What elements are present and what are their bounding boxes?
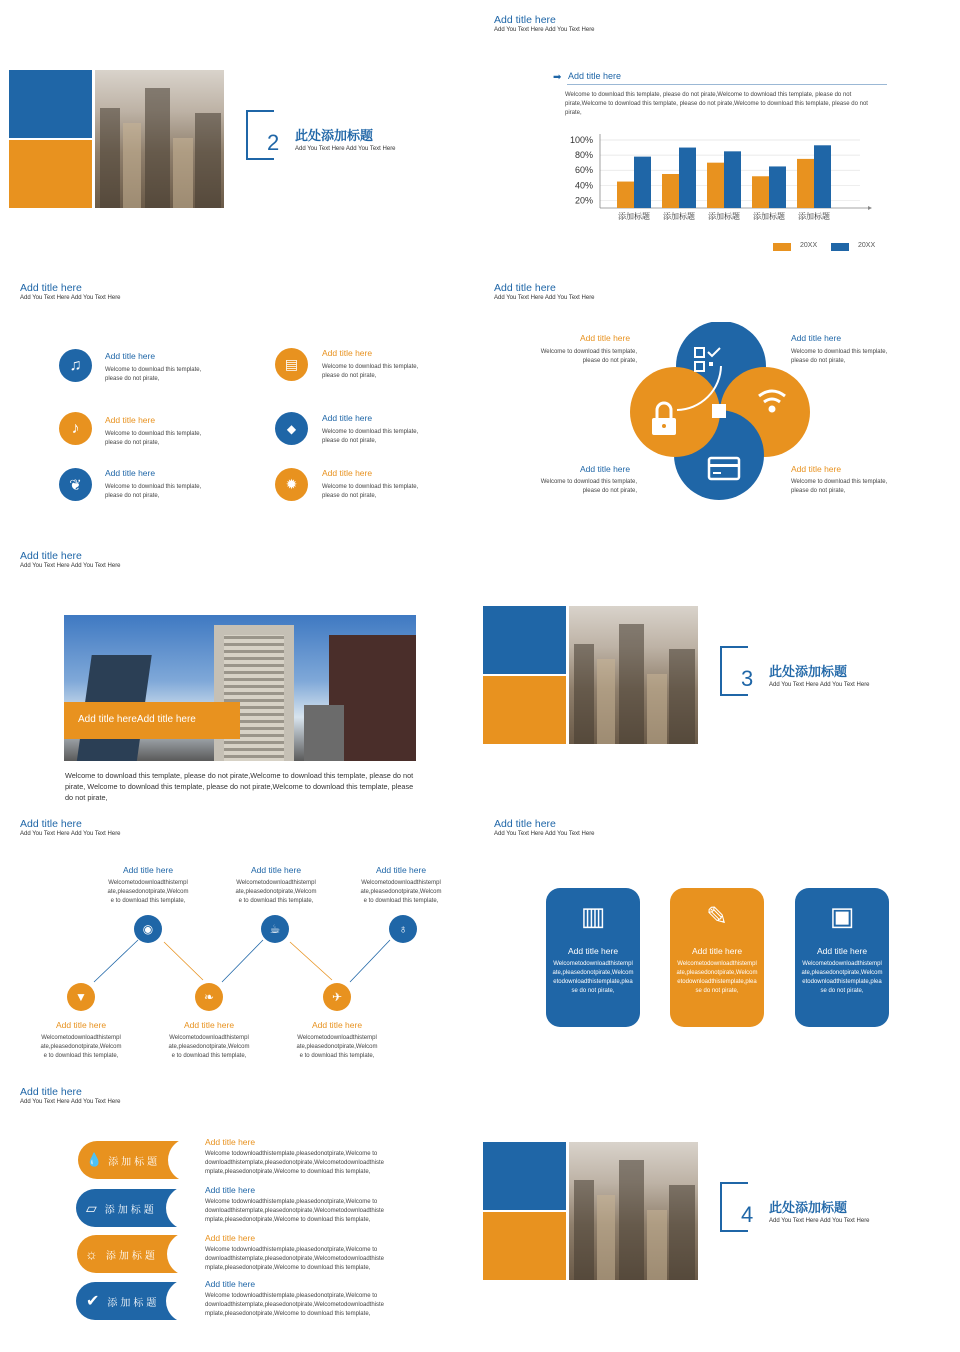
- pill-item-title: Add title here: [205, 1279, 256, 1289]
- item-desc: Welcome to download this template,: [322, 364, 419, 370]
- card: [795, 888, 889, 1027]
- step-desc: Welcometodownloadthistempl: [236, 880, 316, 886]
- cocktail-icon: ▼: [67, 983, 95, 1011]
- card-title: Add title here: [816, 946, 868, 956]
- leaf-icon: ❦: [59, 468, 92, 501]
- card-desc: ate,pleasedonotpirate,Welcom: [552, 970, 634, 976]
- bookshelf-icon: ▥: [580, 901, 606, 931]
- item-desc: Welcome to download this template,: [105, 367, 202, 373]
- bar: [797, 159, 814, 208]
- chart-description: Welcome to download this template, please do not pirate,Welcome to download this template, please do not pirate,Welcome to download this template, please do not pirate,Welcome to download this template, please do not pirate,: [565, 92, 868, 116]
- blue-block: [483, 1142, 566, 1210]
- banner-label: Add title hereAdd title here: [64, 702, 240, 739]
- water-drops-icon: 💧: [86, 1152, 103, 1167]
- blue-block: [483, 606, 566, 674]
- step-desc: e to download this template,: [238, 898, 314, 904]
- pill-item-desc: mplate,pleasedonotpirate,Welcome to download this template,: [205, 1217, 371, 1223]
- pill-text: 添加标题: [108, 1156, 161, 1168]
- swirl-item-desc: Welcome to download this template,: [791, 479, 888, 485]
- section-title: 此处添加标题: [769, 664, 848, 679]
- page-title: Add title here: [20, 1086, 82, 1098]
- step-desc: e to download this template,: [110, 898, 186, 904]
- card-desc: ate,pleasedonotpirate,Welcom: [801, 970, 883, 976]
- page-title: Add title here: [494, 818, 556, 830]
- step-title: Add title here: [183, 1020, 235, 1030]
- legend-label: 20XX: [858, 242, 876, 249]
- bar: [769, 166, 786, 208]
- swirl-item-desc: Welcome to download this template,: [540, 349, 637, 355]
- card-desc: etodownloadthistemplate,plea: [553, 979, 633, 985]
- page-title: Add title here: [20, 818, 82, 830]
- y-tick-label: 60%: [574, 165, 593, 176]
- airplane-icon: ✈: [323, 983, 351, 1011]
- bar: [724, 151, 741, 208]
- card-desc: Welcometodownloadthistempl: [802, 961, 882, 967]
- orange-block: [9, 140, 92, 208]
- arrow-icon: ➡: [553, 72, 562, 83]
- step-desc: ate,pleasedonotpirate,Welcom: [296, 1044, 378, 1050]
- plant-icon: ❧: [195, 983, 223, 1011]
- item-desc: please do not pirate,: [322, 493, 377, 499]
- page-subtitle: Add You Text Here Add You Text Here: [20, 563, 121, 569]
- balloon-icon: ♁: [389, 915, 417, 943]
- card-desc: ate,pleasedonotpirate,Welcom: [676, 970, 758, 976]
- blue-block: [9, 70, 92, 138]
- city-photo: [569, 1142, 698, 1280]
- item-title: Add title here: [105, 468, 156, 478]
- swirl-item-desc: please do not pirate,: [582, 488, 637, 494]
- pill-item-desc: Welcome todownloadthistemplate,pleasedonotpirate,Welcome to: [205, 1293, 378, 1299]
- item-desc: Welcome to download this template,: [105, 484, 202, 490]
- card-title: Add title here: [691, 946, 743, 956]
- swirl-item-desc: please do not pirate,: [582, 358, 637, 364]
- card: [546, 888, 640, 1027]
- x-tick-label: 添加标题: [663, 212, 695, 221]
- page-title: Add title here: [20, 282, 82, 294]
- x-tick-label: 添加标题: [798, 212, 830, 221]
- section-number: 3: [741, 666, 754, 691]
- orange-block: [483, 676, 566, 744]
- page-subtitle: Add You Text Here Add You Text Here: [20, 831, 121, 837]
- item-title: Add title here: [105, 351, 156, 361]
- orange-block: [483, 1212, 566, 1280]
- pill-item-desc: Welcome todownloadthistemplate,pleasedonotpirate,Welcome to: [205, 1151, 378, 1157]
- section-number: 2: [267, 130, 280, 155]
- step-desc: Welcometodownloadthistempl: [361, 880, 441, 886]
- step-desc: ate,pleasedonotpirate,Welcom: [40, 1044, 122, 1050]
- pill-item-desc: Welcome todownloadthistemplate,pleasedonotpirate,Welcome to: [205, 1247, 378, 1253]
- swirl-item-desc: please do not pirate,: [791, 358, 846, 364]
- bar: [662, 174, 679, 208]
- section-title: 此处添加标题: [769, 1200, 848, 1215]
- step-desc: e to download this template,: [171, 1053, 247, 1059]
- step-desc: e to download this template,: [299, 1053, 375, 1059]
- step-desc: Welcometodownloadthistempl: [169, 1035, 249, 1041]
- item-title: Add title here: [322, 468, 373, 478]
- section-subtitle: Add You Text Here Add You Text Here: [769, 682, 870, 688]
- city-photo: [569, 606, 698, 744]
- section-subtitle: Add You Text Here Add You Text Here: [295, 146, 396, 152]
- pill-item-desc: downloadthistemplate,pleasedonotpirate,Welcometodownloadthiste: [205, 1208, 385, 1214]
- step-desc: ate,pleasedonotpirate,Welcom: [107, 889, 189, 895]
- pill-item-title: Add title here: [205, 1233, 256, 1243]
- item-desc: Welcome to download this template,: [322, 484, 419, 490]
- checkmark-icon: ✔: [86, 1293, 100, 1310]
- bar: [617, 182, 634, 208]
- item-title: Add title here: [322, 348, 373, 358]
- section-title: 此处添加标题: [295, 128, 374, 143]
- x-tick-label: 添加标题: [753, 212, 785, 221]
- x-tick-label: 添加标题: [618, 212, 650, 221]
- card-desc: Welcometodownloadthistempl: [677, 961, 757, 967]
- swirl-item-title: Add title here: [580, 464, 631, 474]
- swirl-item-desc: please do not pirate,: [791, 488, 846, 494]
- page-subtitle: Add You Text Here Add You Text Here: [494, 831, 595, 837]
- item-title: Add title here: [322, 413, 373, 423]
- pill-item-desc: downloadthistemplate,pleasedonotpirate,Welcometodownloadthiste: [205, 1256, 385, 1262]
- swirl-item-title: Add title here: [791, 333, 842, 343]
- lightbulb-icon: ◉: [134, 915, 162, 943]
- item-desc: please do not pirate,: [322, 373, 377, 379]
- legend-swatch-orange: [773, 243, 791, 251]
- section-subtitle: Add You Text Here Add You Text Here: [769, 1218, 870, 1224]
- pill-item-desc: downloadthistemplate,pleasedonotpirate,Welcometodownloadthiste: [205, 1302, 385, 1308]
- step-title: Add title here: [311, 1020, 363, 1030]
- pill-item-title: Add title here: [205, 1137, 256, 1147]
- zigzag-connectors: [60, 910, 440, 1005]
- step-desc: e to download this template,: [43, 1053, 119, 1059]
- y-tick-label: 40%: [574, 180, 593, 191]
- graduation-cap-icon: ◆: [275, 412, 308, 445]
- page-title: Add title here: [494, 14, 556, 26]
- step-desc: ate,pleasedonotpirate,Welcom: [235, 889, 317, 895]
- card-desc: se do not pirate,: [571, 988, 615, 994]
- page-subtitle: Add You Text Here Add You Text Here: [494, 27, 595, 33]
- step-desc: Welcometodownloadthistempl: [41, 1035, 121, 1041]
- swirl-diagram: [625, 322, 810, 502]
- legend-swatch-blue: [831, 243, 849, 251]
- music-icon: ♫: [59, 349, 92, 382]
- y-tick-label: 80%: [574, 150, 593, 161]
- swirl-item-desc: Welcome to download this template,: [540, 479, 637, 485]
- card: [670, 888, 764, 1027]
- bar: [814, 145, 831, 208]
- page-subtitle: Add You Text Here Add You Text Here: [20, 1099, 121, 1105]
- bar: [707, 163, 724, 208]
- sun-icon: ☼: [85, 1246, 98, 1262]
- city-photo: [95, 70, 224, 208]
- step-title: Add title here: [55, 1020, 107, 1030]
- swirl-item-title: Add title here: [791, 464, 842, 474]
- pill-item-desc: mplate,pleasedonotpirate,Welcome to download this template,: [205, 1265, 371, 1271]
- legend-label: 20XX: [800, 242, 818, 249]
- page-title: Add title here: [20, 550, 82, 562]
- step-desc: ate,pleasedonotpirate,Welcom: [168, 1044, 250, 1050]
- step-desc: Welcometodownloadthistempl: [297, 1035, 377, 1041]
- bar-chart: [560, 128, 890, 228]
- coffee-cup-icon: ☕: [261, 915, 289, 943]
- card-desc: se do not pirate,: [695, 988, 739, 994]
- x-axis-arrow: [868, 206, 872, 210]
- y-tick-label: 20%: [574, 195, 593, 206]
- building-photo: [64, 615, 416, 761]
- item-desc: please do not pirate,: [105, 376, 160, 382]
- page-title: Add title here: [494, 282, 556, 294]
- step-title: Add title here: [122, 865, 174, 875]
- card-desc: etodownloadthistemplate,plea: [802, 979, 882, 985]
- item-desc: Welcome to download this template,: [105, 431, 202, 437]
- swirl-item-title: Add title here: [580, 333, 631, 343]
- item-desc: please do not pirate,: [105, 440, 160, 446]
- settings-icon: ✹: [275, 468, 308, 501]
- step-desc: e to download this template,: [363, 898, 439, 904]
- x-tick-label: 添加标题: [708, 212, 740, 221]
- page-subtitle: Add You Text Here Add You Text Here: [20, 295, 121, 301]
- pill-item-desc: downloadthistemplate,pleasedonotpirate,Welcometodownloadthiste: [205, 1160, 385, 1166]
- reading-icon: ✎: [706, 901, 728, 931]
- pill-item-desc: mplate,pleasedonotpirate,Welcome to download this template,: [205, 1169, 371, 1175]
- pill-text: 添加标题: [107, 1297, 160, 1309]
- bar: [679, 148, 696, 208]
- item-desc: please do not pirate,: [105, 493, 160, 499]
- card-title: Add title here: [567, 946, 619, 956]
- pill-text: 添加标题: [104, 1204, 157, 1216]
- pill-item-title: Add title here: [205, 1185, 256, 1195]
- card-desc: Welcometodownloadthistempl: [553, 961, 633, 967]
- laptop-books-icon: ▣: [829, 901, 855, 931]
- pill-item-desc: mplate,pleasedonotpirate,Welcome to download this template,: [205, 1311, 371, 1317]
- step-title: Add title here: [250, 865, 302, 875]
- chart-label: Add title here: [568, 71, 622, 81]
- card-desc: se do not pirate,: [820, 988, 864, 994]
- step-desc: Welcometodownloadthistempl: [108, 880, 188, 886]
- pill-text: 添加标题: [105, 1250, 158, 1262]
- divider: [567, 84, 887, 85]
- pill-item-desc: Welcome todownloadthistemplate,pleasedonotpirate,Welcome to: [205, 1199, 378, 1205]
- page-subtitle: Add You Text Here Add You Text Here: [494, 295, 595, 301]
- bar: [752, 176, 769, 208]
- step-title: Add title here: [375, 865, 427, 875]
- step-desc: ate,pleasedonotpirate,Welcom: [360, 889, 442, 895]
- section-number: 4: [741, 1202, 754, 1227]
- card-desc: etodownloadthistemplate,plea: [677, 979, 757, 985]
- item-title: Add title here: [105, 415, 156, 425]
- book-icon: ▤: [275, 348, 308, 381]
- music-note-icon: ♪: [59, 412, 92, 445]
- y-tick-label: 100%: [569, 135, 593, 145]
- document-icon: ▱: [86, 1199, 97, 1216]
- swirl-item-desc: Welcome to download this template,: [791, 349, 888, 355]
- swirl-left-orange: [630, 367, 720, 457]
- bar: [634, 157, 651, 208]
- item-desc: please do not pirate,: [322, 438, 377, 444]
- photo-description: Welcome to download this template, please do not pirate,Welcome to download this template, please do not pirate, Welcome to download this template, please do not pirate,Welcome to download this template, please do not pirate,: [65, 771, 414, 802]
- item-desc: Welcome to download this template,: [322, 429, 419, 435]
